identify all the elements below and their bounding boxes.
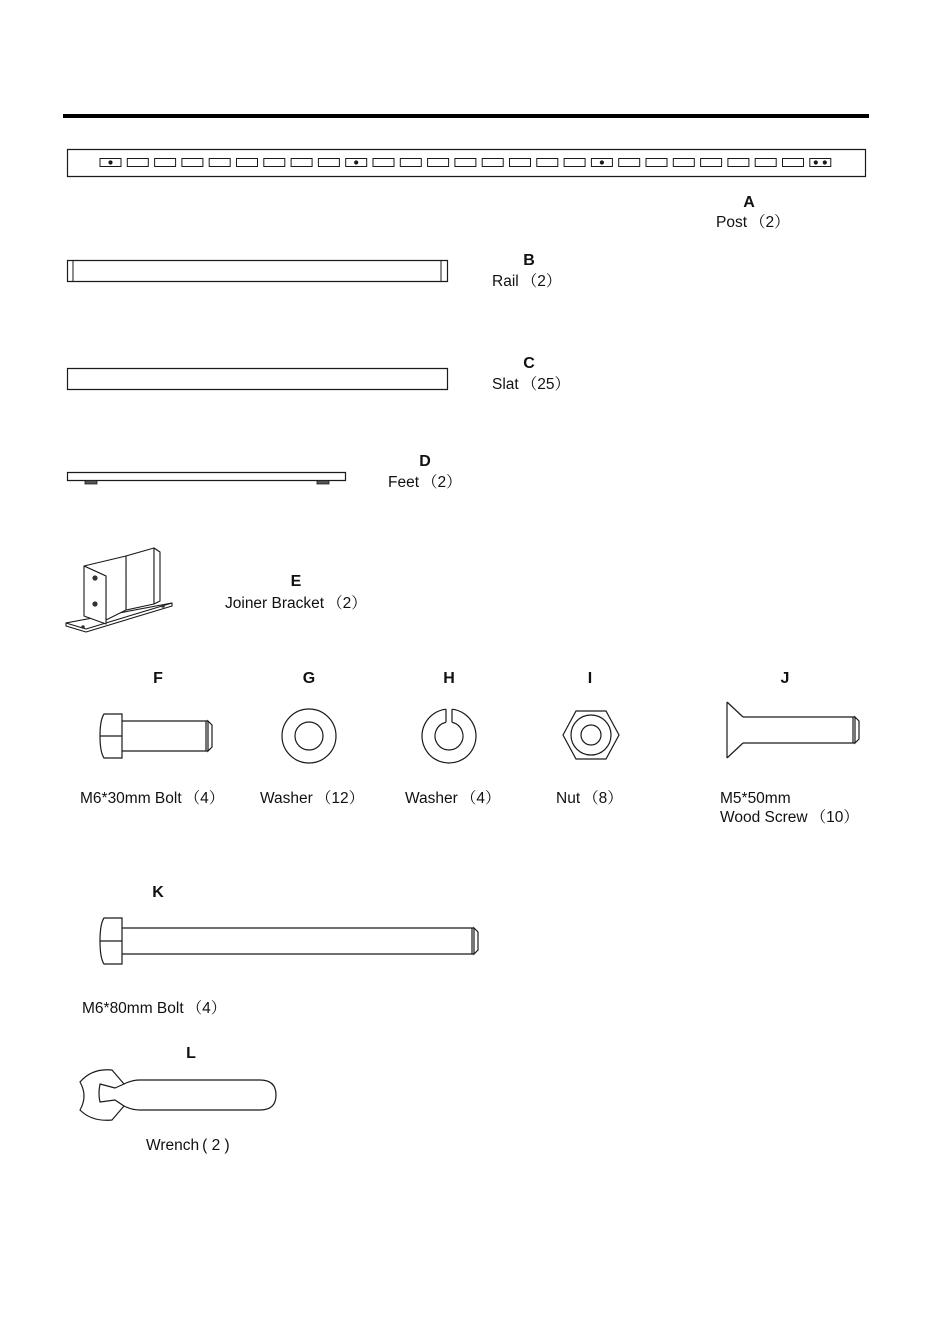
wrench-drawing bbox=[78, 1066, 280, 1124]
part-label: Rail bbox=[492, 273, 519, 290]
part-label: Washer bbox=[260, 790, 313, 807]
flat-washer-drawing bbox=[280, 707, 338, 765]
part-name bbox=[146, 1136, 230, 1155]
part-name bbox=[492, 272, 561, 291]
part-name bbox=[405, 789, 500, 808]
short-bolt-drawing bbox=[100, 712, 216, 762]
feet-drawing bbox=[67, 472, 347, 486]
part-letter: L bbox=[186, 1045, 196, 1062]
rail-drawing bbox=[67, 260, 449, 284]
part-name bbox=[720, 789, 859, 827]
part-name bbox=[556, 789, 623, 808]
part-name bbox=[388, 473, 462, 492]
part-letter: H bbox=[443, 670, 455, 687]
part-letter: C bbox=[523, 355, 535, 372]
part-letter: J bbox=[780, 670, 790, 687]
part-label: Wrench bbox=[146, 1137, 200, 1154]
part-letter: D bbox=[419, 453, 431, 470]
part-label: Feet bbox=[388, 474, 420, 491]
part-quantity: （10） bbox=[810, 809, 859, 826]
part-quantity: （4） bbox=[186, 1000, 227, 1017]
part-letter: B bbox=[523, 252, 535, 269]
part-letter: I bbox=[587, 670, 593, 687]
split-washer-drawing bbox=[420, 707, 478, 765]
part-name bbox=[80, 789, 224, 808]
part-label: Nut bbox=[556, 790, 581, 807]
part-label: M6*30mm Bolt bbox=[80, 790, 182, 807]
part-letter: A bbox=[743, 194, 755, 211]
joiner-bracket-drawing bbox=[64, 546, 176, 634]
part-label: Joiner Bracket bbox=[225, 595, 325, 612]
part-quantity: （2） bbox=[327, 595, 367, 612]
part-quantity: （2） bbox=[422, 474, 462, 491]
nut-drawing bbox=[561, 709, 621, 761]
part-quantity: （2） bbox=[521, 273, 562, 290]
part-quantity: （4） bbox=[460, 790, 501, 807]
part-label: Wood Screw bbox=[720, 809, 808, 826]
part-quantity: （8） bbox=[583, 790, 623, 807]
part-letter: E bbox=[290, 573, 302, 590]
long-bolt-drawing bbox=[100, 916, 484, 968]
part-name bbox=[716, 213, 790, 232]
slat-drawing bbox=[67, 368, 449, 392]
header-rule bbox=[63, 114, 869, 118]
part-label: Post bbox=[716, 214, 748, 231]
part-name bbox=[260, 789, 364, 808]
part-name bbox=[492, 375, 570, 394]
part-letter: K bbox=[152, 884, 164, 901]
part-label: M6*80mm Bolt bbox=[82, 1000, 184, 1017]
post-drawing bbox=[67, 149, 867, 179]
part-name bbox=[82, 999, 226, 1018]
part-letter: G bbox=[302, 670, 316, 687]
part-label: Washer bbox=[405, 790, 458, 807]
part-quantity: （25） bbox=[521, 376, 570, 393]
part-quantity: （4） bbox=[184, 790, 225, 807]
part-quantity: （12） bbox=[315, 790, 365, 807]
part-size: M5*50mm bbox=[720, 790, 791, 807]
part-name bbox=[225, 594, 367, 613]
part-quantity: （2） bbox=[750, 214, 790, 231]
wood-screw-drawing bbox=[725, 702, 865, 760]
part-quantity: ( 2 ) bbox=[202, 1137, 230, 1154]
part-letter: F bbox=[153, 670, 163, 687]
part-label: Slat bbox=[492, 376, 519, 393]
